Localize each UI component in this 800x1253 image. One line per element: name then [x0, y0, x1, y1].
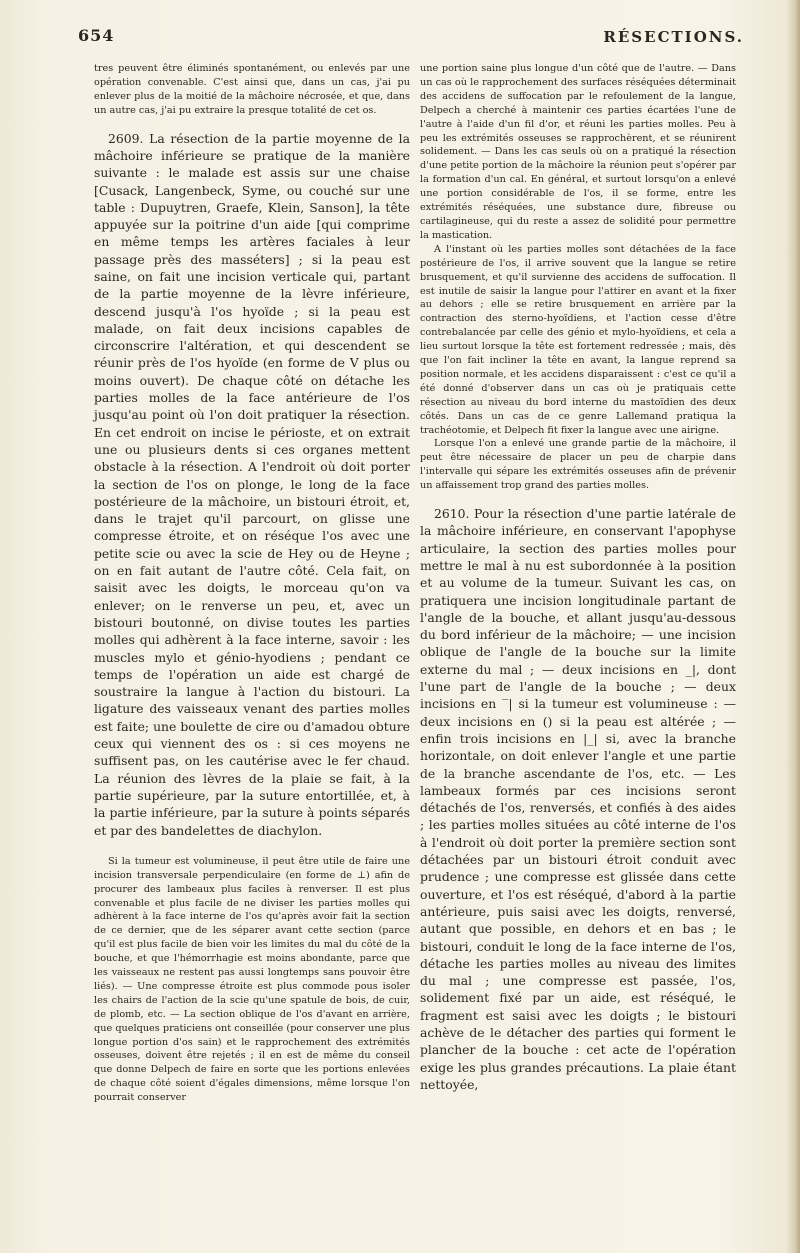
note-paragraph: Si la tumeur est volumineuse, il peut être utile de faire une incision transversale perpendiculaire (en forme de ⊥) afin de procurer des lambeaux plus faciles à renverser. Il est plus convenable et plus facile de ne diviser les parties molles qui adhèrent à la face interne de l'os qu'après avoir fait la section de ce dernier, que de les séparer avant cette section (parce qu'il est plus facile de bien voir les limites du mal du côté de la bouche, et que l'hémorrhagie est moins abondante, parce que les vaisseaux ne restent pas aussi longtemps sans pouvoir être liés). — Une compresse étroite est plus commode pous isoler les chairs de l'action de la scie qu'une spatule de bois, de cuir, de plomb, etc. — La section oblique de l'os d'avant en arrière, que quelques praticiens ont conseillée (pour conserver une plus longue portion d'os sain) et le rapprochement des extrémités osseuses, doivent être rejetés ; il en est de même du conseil que donne Delpech de faire en sorte que les portions enlevées de chaque côté soient d'égales dimensions, même lorsque l'on pourrait conserver [94, 855, 410, 1104]
left-column [94, 62, 410, 1105]
note-paragraph-3: Lorsque l'on a enlevé une grande partie de la mâchoire, il peut être nécessaire de placer un peu de charpie dans l'intervalle qui sépare les extrémités osseuses afin de prévenir un affaissement trop grand des parties molles. [420, 438, 736, 492]
continuation-paragraph: tres peuvent être éliminés spontanément, ou enlevés par une opération convenable. C'est ainsi que, dans un cas, j'ai pu enlever plus de la moitié de la mâchoire nécrosée, et que, dans un autre cas, j'ai pu extraire la presque totalité de cet os. [94, 63, 410, 116]
page-header [78, 26, 744, 50]
note-paragraph-2: A l'instant où les parties molles sont détachées de la face postérieure de l'os, il arrive souvent que la langue se retire brusquement, et qu'il survienne des accidens de suffocation. Il est inutile de saisir la langue pour l'attirer en avant et la fixer au dehors ; elle se retire brusquement en arrière par la contraction des sterno-hyoïdiens, et l'action cesse d'être contrebalancée par celle des génio et mylo-hyoïdiens, et cela a lieu surtout lorsque la tête est fortement redressée ; mais, dès que l'on fait incliner la tête en avant, la langue reprend sa position normale, et les accidens disparaissent : c'est ce qu'il a été donné d'observer dans un cas où je pratiquais cette résection au niveau du bord interne du mastoïdien des deux côtés. Dans un cas de ce genre Lallemand pratiqua la trachéotomie, et Delpech fit fixer la langue avec une airigne. [420, 243, 736, 436]
section-2610: 2610. Pour la résection d'une partie latérale de la mâchoire inférieure, en conservant l'apophyse articulaire, la section des parties molles pour mettre le mal à nu est subordonnée à la position et au volume de la tumeur. Suivant les cas, on pratiquera une incision longitudinale partant de l'angle de la bouche, et allant jusqu'au-dessous du bord inférieur de la mâchoire; — une incision oblique de l'angle de la bouche sur la limite externe du mal ; — deux incisions en _|, dont l'une part de l'angle de la bouche ; — deux incisions en ‾| si la tumeur est volumineuse : — deux incisions en () si la peau est altérée ; — enfin trois incisions en |_| si, avec la branche horizontale, on doit enlever l'angle et une partie de la branche ascendante de l'os, etc. — Les lambeaux formés par ces incisions seront détachés de l'os, renversés, et confiés à des aides ; les parties molles situées au côté interne de l'os à l'endroit où doit porter la première section sont détachées par un bistouri étroit conduit avec prudence ; une compresse est glissée dans cette ouverture, et l'os est réséqué, d'abord à la partie antérieure, puis saisi avec les doigts, renversé, autant que possible, en dehors et en bas ; le bistouri, conduit le long de la face interne de l'os, détache les parties molles au niveau des limites du mal ; une compresse est passée, l'os, solidement fixé par un aide, est réséqué, le fragment est saisi avec les doigts ; le bistouri achève de le détacher des parties qui forment le plancher de la bouche : cet acte de l'opération exige les plus grandes précautions. La plaie étant nettoyée, [420, 506, 736, 1092]
running-head: RÉSECTIONS. [603, 28, 744, 46]
note-continued: une portion saine plus longue d'un côté que de l'autre. — Dans un cas où le rapprochement des surfaces réséquées déterminait des accidens de suffocation par le refoulement de la langue, Delpech a cherché à maintenir ces parties écartées l'une de l'autre à l'aide d'un fil d'or, et réuni les parties molles. Peu à peu les extrémités osseuses se rapprochèrent, et se réunirent solidement. — Dans les cas seuls où on a pratiqué la résection d'une petite portion de la mâchoire la réunion peut s'opérer par la formation d'un cal. En général, et surtout lorsqu'on a enlevé une portion considérable de l'os, il se forme, entre les extrémités réséquées, une substance dure, fibreuse ou cartilagineuse, qui du reste a assez de solidité pour permettre la mastication. [420, 63, 736, 241]
section-2609: 2609. La résection de la partie moyenne de la mâchoire inférieure se pratique de la manière suivante : le malade est assis sur une chaise [Cusack, Langenbeck, Syme, ou couché sur une table : Dupuytren, Graefe, Klein, Sanson], la tête appuyée sur la poitrine d'un aide [qui comprime en même temps les artères faciales à leur passage près des masséters] ; si la peau est saine, on fait une incision verticale qui, partant de la partie moyenne de la lèvre inférieure, descend jusqu'à l'os hyoïde ; si la peau est malade, on fait deux incisions capables de circonscrire l'altération, et qui descendent se réunir près de l'os hyoïde (en forme de V plus ou moins ouvert). De chaque côté on détache les parties molles de la face antérieure de l'os jusqu'au point où l'on doit pratiquer la résection. En cet endroit on incise le périoste, et on extrait une ou plusieurs dents si ces organes mettent obstacle à la résection. A l'endroit où doit porter la section de l'os on plonge, le long de la face postérieure de la mâchoire, un bistouri étroit, et, dans le trajet qu'il parcourt, on glisse une compresse étroite, et on réséque l'os avec une petite scie ou avec la scie de Hey ou de Heyne ; on en fait autant de l'autre côté. Cela fait, on saisit avec les doigts, le morceau qu'on va enlever; on le renverse un peu, et, avec un bistouri boutonné, on divise toutes les parties molles qui adhèrent à la face interne, savoir : les muscles mylo et génio-hyodiens ; pendant ce temps de l'opération un aide est chargé de soustraire la langue à l'action du bistouri. La ligature des vaisseaux venant des parties molles est faite; une boulette de cire ou d'amadou obture ceux qui viennent des os : si ces moyens ne suffisent pas, on les cautérise avec le fer chaud. La réunion des lèvres de la plaie se fait, à la partie supérieure, par la suture entortillée, et, à la partie inférieure, par la suture à points séparés et par des bandelettes de diachylon. [94, 130, 410, 838]
page-edge [786, 0, 800, 1253]
right-column [420, 62, 736, 1093]
page-number: 654 [78, 26, 115, 45]
